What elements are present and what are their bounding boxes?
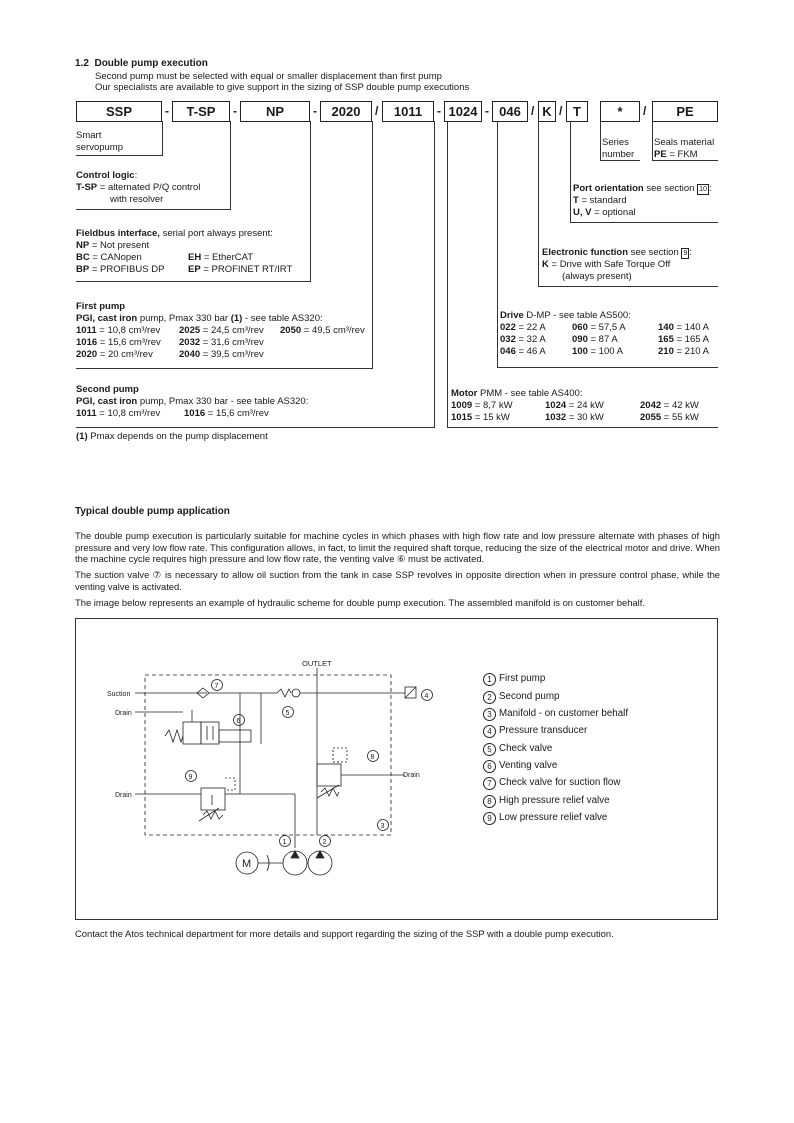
smart-label: Smart servopump	[76, 130, 123, 153]
label-6: 6	[236, 718, 241, 725]
legend-item: 3 Manifold - on customer behalf	[483, 708, 628, 721]
low-pressure-relief-valve-icon	[201, 788, 225, 810]
footer-note: Contact the Atos technical department for more details and support regarding the sizing of the SSP with a double pump execution.	[75, 928, 614, 939]
section-title: Double pump execution	[94, 58, 208, 69]
typical-title: Typical double pump application	[75, 506, 230, 517]
label-1: 1	[282, 839, 287, 846]
code-separator: -	[313, 104, 317, 118]
code-box-ssp: SSP	[76, 101, 162, 122]
legend-item: 2 Second pump	[483, 691, 559, 704]
legend-item: 4 Pressure transducer	[483, 725, 587, 738]
section-heading	[75, 58, 208, 70]
typical-paragraph-3: The image below represents an example of hydraulic scheme for double pump execution. The assembled manifold is on customer behalf.	[75, 597, 645, 608]
code-box-first-pump: 2020	[320, 101, 372, 122]
code-separator: /	[643, 104, 647, 118]
motor-label: M	[242, 858, 252, 870]
code-box-electronic: K	[538, 101, 556, 122]
connector-line	[497, 367, 718, 368]
code-separator: -	[485, 104, 489, 118]
venting-valve-icon	[183, 722, 201, 744]
code-box-series: *	[600, 101, 640, 122]
legend-item: 1 First pump	[483, 673, 545, 686]
connector-line	[76, 281, 311, 282]
label-8: 8	[370, 754, 375, 761]
connector-line	[76, 427, 435, 428]
code-separator: -	[233, 104, 237, 118]
check-valve-icon	[277, 689, 291, 697]
footnote: (1) Pmax depends on the pump displacement	[76, 431, 268, 442]
high-pressure-relief-valve-icon	[317, 764, 341, 786]
hydraulic-scheme	[95, 650, 455, 890]
legend-item: 6 Venting valve	[483, 760, 557, 773]
label-4: 4	[424, 693, 429, 700]
typical-paragraph-2: The suction valve ⑦ is necessary to allow oil suction from the tank in case SSP revolves in opposite direction when in pressure control phase, while the venting valve is activated.	[75, 569, 720, 592]
code-separator: /	[375, 104, 379, 118]
drain-label-2: Drain	[115, 792, 132, 799]
motor-block: Motor PMM - see table AS400: 1009 = 8,7 kW 1024 = 24 kW 2042 = 42 kW 1015 = 15 kW 1032 = 30 kW 2055 = 55 kW	[451, 388, 699, 423]
code-box-port: T	[566, 101, 588, 122]
fieldbus-block: Fieldbus interface, serial port always present: NP = Not present BC = CANopen EH = EtherCAT BP = PROFIBUS DP EP = PROFINET RT/IRT	[76, 228, 293, 275]
connector-line	[76, 209, 231, 210]
drive-block: Drive D-MP - see table AS500: 022 = 22 A 060 = 57,5 A 140 = 140 A 032 = 32 A 090 = 87 A 165 = 165 A 046 = 46 A 100 = 100 A 210 = 210 A	[500, 310, 709, 357]
legend-item: 5 Check valve	[483, 743, 552, 756]
connector-line	[230, 121, 231, 209]
drain-label-1: Drain	[115, 710, 132, 717]
section-number: 1.2	[75, 58, 89, 69]
connector-line	[570, 222, 718, 223]
connector-line	[162, 121, 163, 155]
header-line-2: Our specialists are available to give support in the sizing of SSP double pump executions	[95, 82, 470, 93]
code-box-seals: PE	[652, 101, 718, 122]
connector-line	[538, 286, 718, 287]
connector-line	[76, 368, 373, 369]
manifold-outline	[145, 675, 391, 835]
connector-line	[434, 121, 435, 428]
seals-label: Seals material PE = FKM	[654, 137, 715, 160]
connector-line	[600, 121, 601, 161]
connector-line	[447, 121, 448, 428]
connector-line	[447, 427, 718, 428]
first-pump-block: First pump PGI, cast iron pump, Pmax 330 bar (1) - see table AS320: 1011 = 10,8 cm³/rev 2025 = 24,5 cm³/rev 2050 = 49,5 cm³/rev 1016 = 15,6 cm³/rev 2032 = 31,6 cm³/rev 2020 = 20 cm³/rev 2040 = 39,5 cm³/rev	[76, 301, 365, 360]
outlet-label: OUTLET	[302, 659, 332, 668]
series-label: Series number	[602, 137, 635, 160]
label-5: 5	[285, 710, 290, 717]
electronic-function-block: Electronic function see section 9 : K = Drive with Safe Torque Off (always present)	[542, 247, 692, 282]
legend-item: 8 High pressure relief valve	[483, 795, 610, 808]
legend-item: 9 Low pressure relief valve	[483, 812, 607, 825]
label-7: 7	[214, 683, 219, 690]
code-box-second-pump: 1011	[382, 101, 434, 122]
typical-paragraph-1: The double pump execution is particularly suitable for machine cycles in which phases with high flow rate and low pressure alternate with phases of high pressure and very low flow rate. This configuration allows, in fact, to limit the required shaft torque, reducing the size of the electrical motor and drive. When the machine cycle requires high pressure and low flow rate, the venting valve ⑥ must be activated.	[75, 530, 721, 565]
code-separator: /	[559, 104, 563, 118]
code-box-motor: 1024	[444, 101, 482, 122]
control-logic-block: Control logic: T-SP = alternated P/Q control with resolver	[76, 170, 201, 205]
suction-label: Suction	[107, 691, 131, 698]
code-box-fieldbus: NP	[240, 101, 310, 122]
code-separator: -	[437, 104, 441, 118]
code-box-drive: 046	[492, 101, 528, 122]
drain-label-3: Drain	[403, 772, 420, 779]
code-separator: /	[531, 104, 535, 118]
connector-line	[652, 121, 653, 161]
code-separator: -	[165, 104, 169, 118]
label-2: 2	[322, 839, 327, 846]
connector-line	[310, 121, 311, 281]
header-line-1: Second pump must be selected with equal or smaller displacement than first pump	[95, 71, 442, 82]
second-pump-block: Second pump PGI, cast iron pump, Pmax 330 bar - see table AS320: 1011 = 10,8 cm³/rev 1016 = 15,6 cm³/rev	[76, 384, 309, 419]
label-3: 3	[380, 823, 385, 830]
code-box-control: T-SP	[172, 101, 230, 122]
port-orientation-block: Port orientation see section 10 : T = standard U, V = optional	[573, 183, 712, 218]
connector-line	[497, 121, 498, 368]
legend-item: 7 Check valve for suction flow	[483, 777, 620, 790]
connector-line	[538, 121, 539, 287]
connector-line	[76, 155, 163, 156]
label-9: 9	[188, 774, 193, 781]
connector-line	[570, 121, 571, 223]
